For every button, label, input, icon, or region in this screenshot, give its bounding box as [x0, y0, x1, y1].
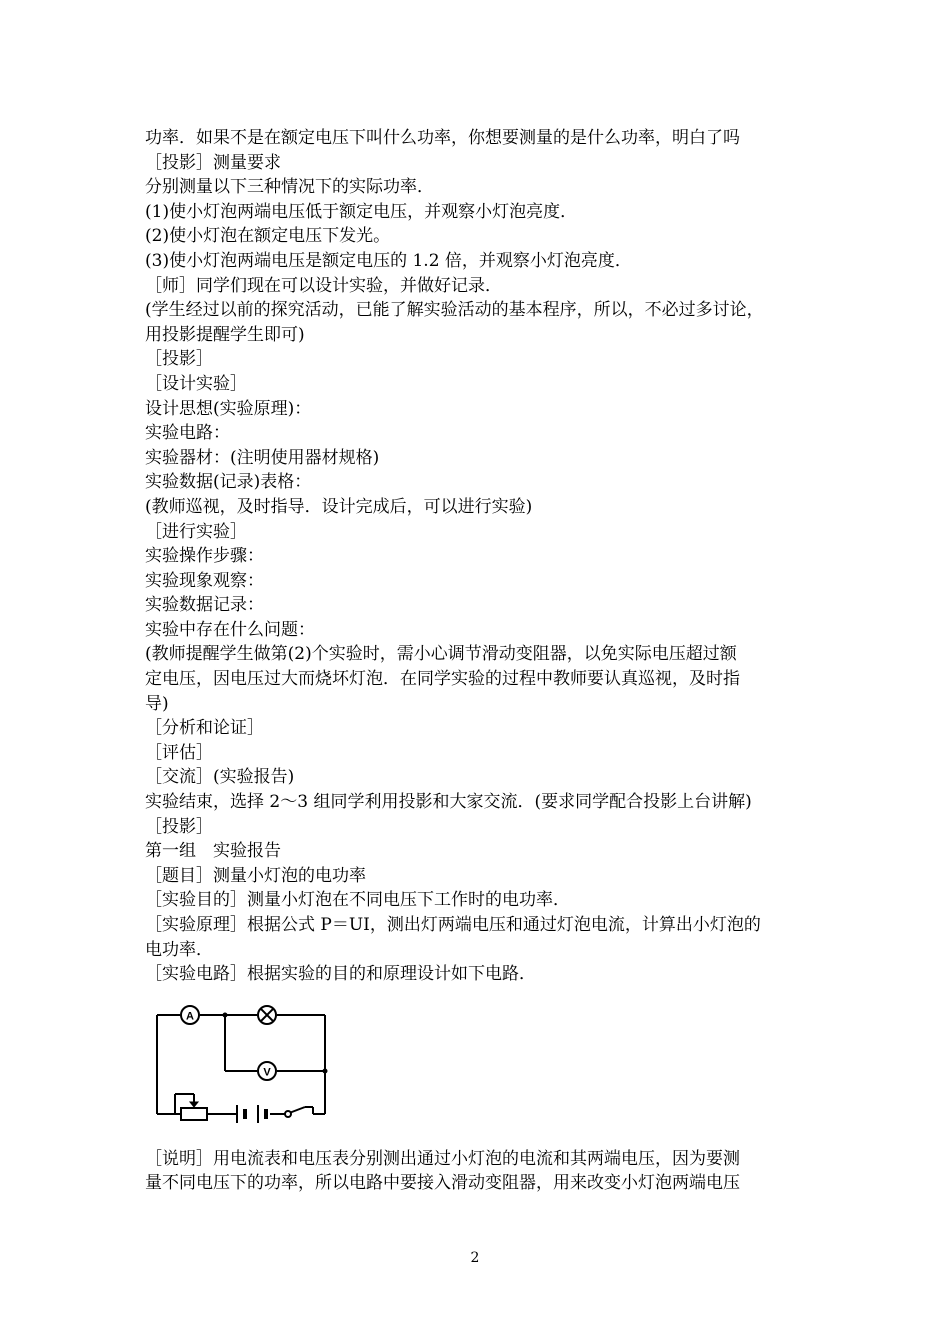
switch-symbol: [285, 1107, 305, 1117]
text-line: ［实验电路］根据实验的目的和原理设计如下电路．: [145, 964, 536, 985]
text-line: 实验现象观察：: [145, 570, 264, 591]
text-line: 量不同电压下的功率，所以电路中要接入滑动变阻器，用来改变小灯泡两端电压: [145, 1173, 740, 1194]
text-line: 电功率．: [145, 939, 213, 960]
text-line: 定电压，因电压过大而烧坏灯泡．在同学实验的过程中教师要认真巡视，及时指: [145, 669, 740, 690]
text-line: ［评估］: [145, 742, 213, 763]
page-number: 2: [470, 1250, 480, 1266]
text-line: ［投影］: [145, 349, 213, 370]
text-line: (教师巡视，及时指导．设计完成后，可以进行实验): [145, 496, 533, 517]
text-line: 用投影提醒学生即可): [145, 324, 305, 345]
lamp-symbol: [258, 1006, 276, 1024]
text-line: 实验操作步骤：: [145, 546, 264, 567]
ammeter-symbol: [181, 1006, 199, 1024]
junction-dot: [223, 1012, 228, 1017]
text-block-bottom: [145, 1147, 810, 1196]
text-line: (3)使小灯泡两端电压是额定电压的 1.2 倍，并观察小灯泡亮度．: [145, 250, 632, 271]
rheostat-symbol: [175, 1094, 207, 1120]
text-line: 实验数据记录：: [145, 595, 264, 616]
text-line: 导): [145, 693, 169, 714]
text-line: 设计思想(实验原理)：: [145, 398, 312, 419]
text-block-top: [145, 126, 810, 987]
battery-symbol: [237, 1105, 266, 1123]
junction-dot: [323, 1068, 328, 1073]
text-line: 第一组 实验报告: [145, 841, 281, 862]
text-line: 功率．如果不是在额定电压下叫什么功率，你想要测量的是什么功率，明白了吗: [145, 128, 740, 148]
text-line: ［交流］(实验报告): [145, 767, 295, 788]
text-line: 实验数据(记录)表格：: [145, 472, 312, 493]
text-line: (2)使小灯泡在额定电压下发光。: [145, 226, 391, 247]
text-line: ［投影］测量要求: [145, 152, 281, 173]
page-content: [145, 126, 810, 1196]
text-line: ［实验目的］测量小灯泡在不同电压下工作时的电功率．: [145, 890, 570, 911]
text-line: 实验结束，选择 2～3 组同学利用投影和大家交流．(要求同学配合投影上台讲解): [145, 792, 752, 813]
text-line: ［师］同学们现在可以设计实验，并做好记录．: [145, 275, 502, 296]
text-line: ［说明］用电流表和电压表分别测出通过小灯泡的电流和其两端电压，因为要测: [145, 1148, 740, 1169]
text-line: ［进行实验］: [145, 521, 247, 542]
voltmeter-symbol: [258, 1062, 276, 1080]
text-line: 实验中存在什么问题：: [145, 619, 315, 640]
ammeter-label: A: [186, 1010, 194, 1023]
text-line: ［题目］测量小灯泡的电功率: [145, 865, 366, 886]
text-line: ［投影］: [145, 816, 213, 837]
text-line: ［分析和论证］: [145, 718, 264, 739]
text-line: ［实验原理］根据公式 P＝UI，测出灯两端电压和通过灯泡电流，计算出小灯泡的: [145, 915, 761, 935]
text-line: 分别测量以下三种情况下的实际功率．: [145, 177, 434, 198]
text-line: (学生经过以前的探究活动，已能了解实验活动的基本程序，所以，不必过多讨论，: [145, 300, 764, 321]
text-line: 实验器材：(注明使用器材规格): [145, 447, 380, 468]
voltmeter-label: V: [263, 1066, 271, 1079]
text-line: ［设计实验］: [145, 373, 247, 394]
circuit-diagram: [145, 1001, 335, 1131]
text-line: (教师提醒学生做第(2)个实验时，需小心调节滑动变阻器，以免实际电压超过额: [145, 644, 737, 665]
text-line: (1)使小灯泡两端电压低于额定电压，并观察小灯泡亮度．: [145, 201, 578, 222]
text-line: 实验电路：: [145, 423, 230, 444]
